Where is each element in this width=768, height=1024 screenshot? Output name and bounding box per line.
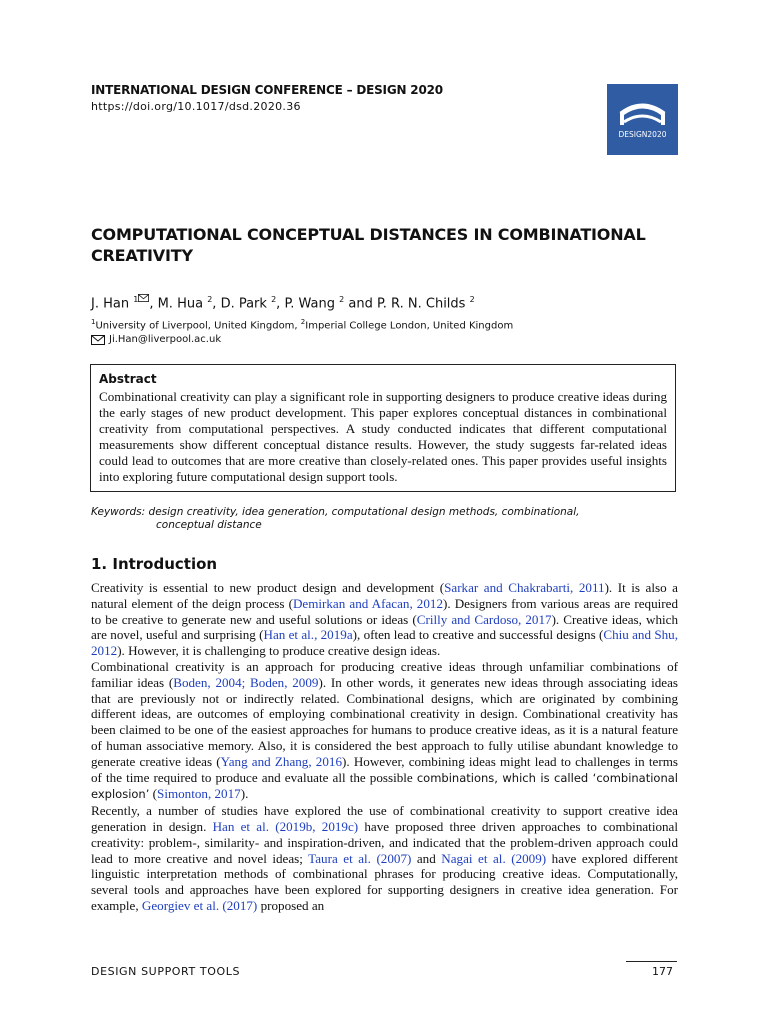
- affiliation-mark: 2: [300, 318, 306, 326]
- text-run: ).: [240, 786, 249, 802]
- envelope-icon: [91, 335, 105, 345]
- text-run: Creativity is essential to new product design and development (: [91, 580, 445, 595]
- doi-link[interactable]: https://doi.org/10.1017/dsd.2020.36: [91, 100, 301, 113]
- footer-rule: [626, 961, 677, 962]
- citation-link[interactable]: Crilly and Cardoso, 2017: [416, 611, 552, 627]
- affiliation-text: Imperial College London, United Kingdom: [305, 320, 514, 332]
- text-run: have proposed three driven approaches to combinational creativity: problem-, similarity- and inspiration-driven, and indicated that the problem-driven approach could lead to more creative and novel ideas;: [91, 818, 678, 866]
- text-run: ). Designers from various areas are required to be creative to generate new and useful solutions or ideas (: [91, 595, 679, 627]
- page-number: 177: [652, 965, 673, 978]
- author-name: M. Hua: [157, 296, 204, 312]
- author-affiliation-mark: 2: [469, 295, 475, 304]
- text-run: combinations, which is called ‘combinational explosion’: [91, 770, 678, 802]
- author-name: D. Park: [220, 296, 267, 312]
- text-run: ). However, combining ideas might lead to challenges in terms of the time required to produce and evaluate all the possible: [91, 753, 678, 785]
- abstract-heading: Abstract: [99, 372, 157, 386]
- affiliation-text: University of Liverpool, United Kingdom,: [95, 320, 298, 332]
- abstract-box: [90, 364, 676, 492]
- section-heading-introduction: 1. Introduction: [91, 555, 218, 573]
- affiliations: [91, 318, 513, 331]
- text-run: ). Creative ideas, which are novel, useful and surprising (: [91, 611, 679, 643]
- abstract-text: Combinational creativity can play a significant role in supporting designers to produce creative ideas during the early stages of new product development. This paper explores conceptual distances in combinational creativity from computational perspectives. A study conducted indicates that different computational measurements show different conceptual distance results. However, the study suggests far-related ideas could lead to outcomes that are more creative than closely-related ones. This paper provides useful insights into exploring future computational design support tools.: [99, 389, 667, 484]
- conference-name: INTERNATIONAL DESIGN CONFERENCE – DESIGN 2020: [91, 83, 443, 97]
- email-address[interactable]: Ji.Han@liverpool.ac.uk: [109, 334, 222, 345]
- text-run: Combinational creativity is an approach for producing creative ideas through unfamiliar combinations of familiar ideas (: [91, 658, 678, 690]
- corresponding-envelope-icon: [138, 294, 149, 302]
- text-run: Recently, a number of studies have explored the use of combinational creativity to support creative idea generation in design.: [91, 803, 678, 834]
- corresponding-email: [91, 334, 221, 345]
- logo-arch-icon: [607, 84, 678, 155]
- footer-section-name: DESIGN SUPPORT TOOLS: [91, 965, 241, 978]
- affiliation-mark: 1: [91, 318, 96, 326]
- text-run: ). However, it is challenging to produce creative design ideas.: [117, 643, 441, 659]
- author-affiliation-mark: 2: [271, 295, 277, 304]
- author-affiliation-mark: 1: [133, 295, 139, 304]
- introduction-body: [91, 580, 678, 914]
- logo-text: DESIGN2020: [618, 130, 667, 139]
- text-run: have explored different linguistic interpretation methods of combinational phrases for producing creative ideas. Computationally, several tools and approaches have been explored for supporting designers in creative idea generation. For example,: [91, 850, 679, 913]
- citation-link[interactable]: Yang and Zhang, 2016: [220, 753, 342, 769]
- citation-link[interactable]: Simonton, 2017: [157, 786, 241, 802]
- citation-link[interactable]: Demirkan and Afacan, 2012: [292, 595, 443, 611]
- author-affiliation-mark: 2: [339, 295, 345, 304]
- author-affiliation-mark: 2: [207, 295, 213, 304]
- paragraph-3: [91, 803, 678, 914]
- paragraph-1: [91, 580, 678, 659]
- keywords-label: Keywords:: [91, 506, 146, 518]
- paragraph-2: [91, 659, 678, 803]
- citation-link[interactable]: Han et al., 2019a: [263, 627, 353, 643]
- text-run: ). In other words, it generates new ideas through associating ideas that are previously not or indirectly related. Combinational designs, which are originated by combining different ideas, are outcomes of employing combinational creativity in design. Combinational creativity has been claimed to be one of the easiest approaches for humans to produce creative ideas, as it is a natural feature of human associative memory. Also, it is considered the best approach to fully utilise abundant knowledge to generate creative ideas (: [91, 674, 678, 769]
- citation-link[interactable]: Taura et al. (2007): [308, 850, 412, 866]
- citation-link[interactable]: Han et al. (2019b, 2019c): [212, 818, 359, 834]
- paper-title: COMPUTATIONAL CONCEPTUAL DISTANCES IN COMBINATIONAL CREATIVITY: [91, 225, 646, 265]
- author-list: J. Han $^1$ , M. Hua $^2$, D. Park $^2$, P. Wang $^2$ and P. R. N. Childs $^2$: [91, 295, 475, 312]
- text-run: ), often lead to creative and successful designs (: [352, 627, 604, 643]
- text-run: and: [411, 850, 442, 866]
- text-run: proposed an: [257, 897, 325, 913]
- text-run: ). It is also a natural element of the deign process (: [91, 580, 678, 611]
- text-run: (: [149, 786, 158, 802]
- citation-link[interactable]: Nagai et al. (2009): [441, 850, 547, 866]
- conference-logo: [607, 84, 678, 155]
- keywords: [91, 506, 681, 532]
- citation-link[interactable]: Boden, 2004; Boden, 2009: [173, 674, 319, 690]
- keywords-line-2: conceptual distance: [156, 519, 262, 531]
- citation-link[interactable]: Georgiev et al. (2017): [141, 897, 258, 913]
- citation-link[interactable]: Chiu and Shu, 2012: [91, 627, 678, 659]
- keywords-line-1: design creativity, idea generation, computational design methods, combinational,: [148, 506, 580, 518]
- author-name: P. Wang: [284, 296, 335, 312]
- citation-link[interactable]: Sarkar and Chakrabarti, 2011: [444, 580, 605, 595]
- author-name: J. Han: [91, 296, 130, 312]
- author-name: P. R. N. Childs: [376, 296, 466, 312]
